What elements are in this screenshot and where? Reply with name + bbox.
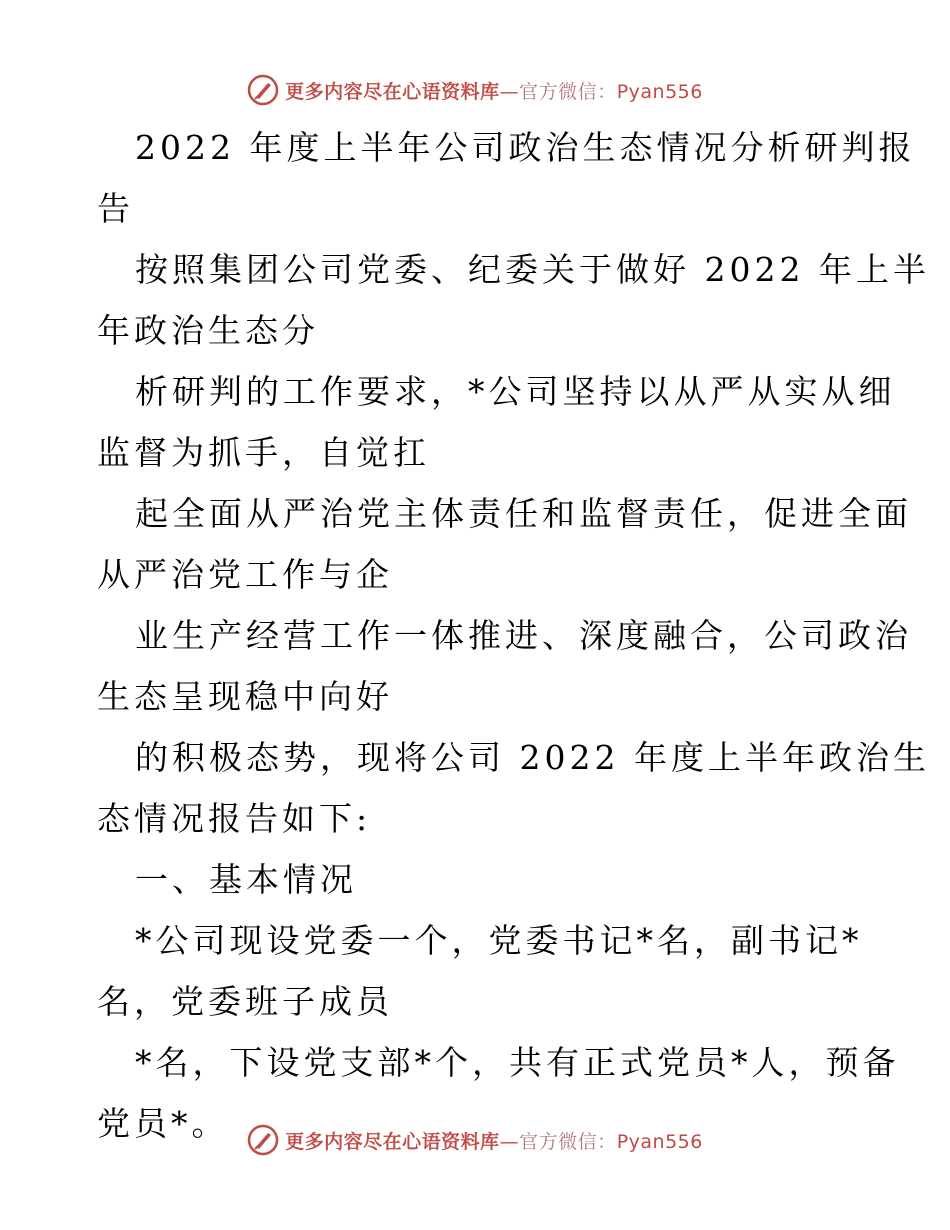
paragraph-line: 按照集团公司党委、纪委关于做好 2022 年上半 bbox=[135, 250, 930, 289]
watermark-main-text: 更多内容尽在心语资料库 bbox=[285, 1130, 500, 1153]
paragraph-line: 态情况报告如下: bbox=[97, 799, 372, 838]
paragraph-line: 年政治生态分 bbox=[97, 311, 319, 350]
watermark-main-text: 更多内容尽在心语资料库 bbox=[285, 80, 500, 103]
quill-logo-icon bbox=[247, 74, 279, 106]
paragraph-line: 的积极态势，现将公司 2022 年度上半年政治生 bbox=[135, 738, 930, 777]
paragraph-line: 业生产经营工作一体推进、深度融合，公司政治 bbox=[135, 616, 912, 655]
paragraph-line: 起全面从严治党主体责任和监督责任，促进全面 bbox=[135, 494, 912, 533]
watermark-wechat-id: Pyan556 bbox=[616, 80, 703, 103]
paragraph-line: 党员*。 bbox=[97, 1104, 229, 1143]
paragraph-line: 生态呈现稳中向好 bbox=[97, 677, 393, 716]
watermark-wechat-label: 官方微信： bbox=[519, 80, 617, 103]
watermark-wechat-id: Pyan556 bbox=[616, 1130, 703, 1153]
header-watermark bbox=[0, 70, 950, 110]
watermark-separator: — bbox=[499, 80, 520, 103]
footer-watermark bbox=[0, 1120, 950, 1160]
watermark-wechat-label: 官方微信： bbox=[519, 1130, 617, 1153]
title-line-1: 2022 年度上半年公司政治生态情况分析研判报 bbox=[135, 128, 916, 167]
paragraph-line: *公司现设党委一个，党委书记*名，副书记* bbox=[135, 921, 863, 960]
watermark-separator: — bbox=[499, 1130, 520, 1153]
section-heading: 一、基本情况 bbox=[135, 860, 357, 899]
document-body bbox=[0, 117, 950, 1154]
quill-logo-icon bbox=[247, 1124, 279, 1156]
paragraph-line: 从严治党工作与企 bbox=[97, 555, 393, 594]
title-line-2: 告 bbox=[97, 189, 134, 228]
paragraph-line: 析研判的工作要求，*公司坚持以从严从实从细 bbox=[135, 372, 896, 411]
paragraph-line: 名，党委班子成员 bbox=[97, 982, 393, 1021]
paragraph-line: *名，下设党支部*个，共有正式党员*人，预备 bbox=[135, 1043, 900, 1082]
paragraph-line: 监督为抓手，自觉扛 bbox=[97, 433, 430, 472]
